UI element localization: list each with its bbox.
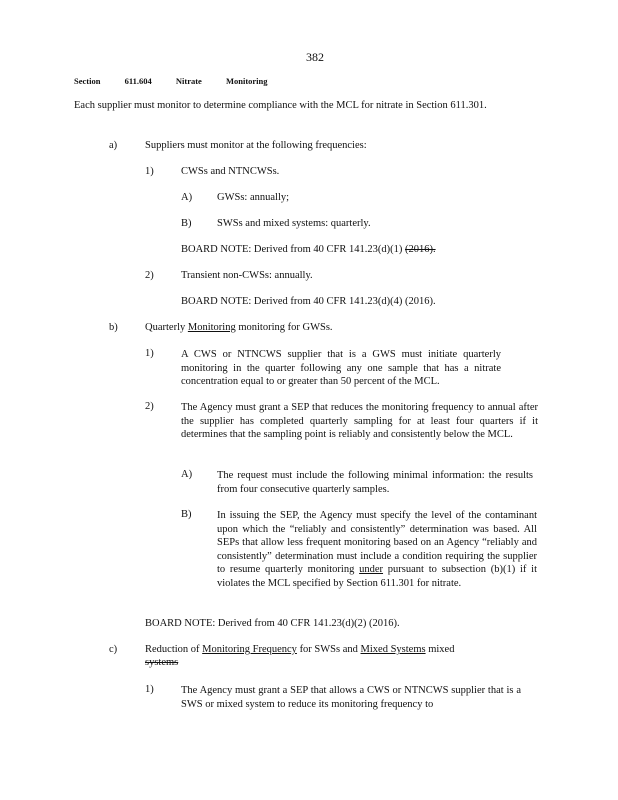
b1-text: A CWS or NTNCWS supplier that is a GWS must initiate quarterly monitoring in the quarter following any one sample that has a nitrate concentration equal to or greater than 50 percent of the MCL. (181, 349, 501, 388)
subsection-b-label: b) (109, 322, 118, 333)
b-board-note: BOARD NOTE: Derived from 40 CFR 141.23(d)(2) (2016). (145, 618, 400, 629)
b2A-label: A) (181, 469, 193, 480)
subsection-c-label: c) (109, 644, 118, 655)
a2-text: Transient non-CWSs: annually. (181, 270, 313, 281)
b2B-text (217, 509, 537, 591)
subsection-a-label: a) (109, 140, 118, 151)
heading-number: 611.604 (124, 76, 152, 86)
section-heading (74, 76, 268, 86)
subsection-b-heading (145, 322, 333, 333)
a1B-text: SWSs and mixed systems: quarterly. (217, 218, 371, 229)
a2-label: 2) (145, 270, 154, 281)
c1-label: 1) (145, 684, 154, 695)
c-heading-underlined-2: Mixed Systems (360, 644, 426, 655)
page-number: 382 (306, 50, 324, 64)
b-heading-pre: Quarterly (145, 322, 186, 333)
b2B-label: B) (181, 509, 192, 520)
c-heading-pre: Reduction of (145, 644, 200, 655)
b2B-text-part-1: In issuing the SEP, the Agency must specify the level of the contaminant upon which the “reliably and consistently” determination was based. All SEPs that allow less frequent monitoring based on an Agency “reliably and consistently” determination must include a condition requiring the supplier to resume quarterly monitoring (217, 510, 537, 576)
intro-paragraph: Each supplier must monitor to determine compliance with the MCL for nitrate in Section 611.301. (74, 100, 487, 111)
c-heading-post: mixed (428, 644, 455, 655)
c-heading-struck: systems (145, 657, 179, 668)
heading-word-2: Monitoring (225, 76, 268, 86)
a1-board-note-struck: (2016). (404, 244, 436, 255)
b2B-text-part-2: pursuant to subsection (b)(1) if it violates the MCL specified by Section 611.301 for nitrate. (217, 564, 537, 589)
a1-board-note (181, 244, 436, 255)
subsection-a-text: Suppliers must monitor at the following frequencies: (145, 140, 367, 151)
a1B-label: B) (181, 218, 192, 229)
b2B-text-underlined: under (359, 564, 384, 576)
c-heading-mid: for SWSs and (299, 644, 358, 655)
heading-word-1: Nitrate (175, 76, 202, 86)
a1A-label: A) (181, 192, 193, 203)
a1-text: CWSs and NTNCWSs. (181, 166, 280, 177)
heading-section: Section (74, 76, 101, 86)
a1-board-note-text: BOARD NOTE: Derived from 40 CFR 141.23(d)(1) (181, 244, 403, 255)
b-heading-post: monitoring for GWSs. (238, 322, 333, 333)
c-heading-underlined-1: Monitoring Frequency (202, 644, 297, 655)
a1-label: 1) (145, 166, 154, 177)
a2-board-note: BOARD NOTE: Derived from 40 CFR 141.23(d)(4) (2016). (181, 296, 436, 307)
b1-label: 1) (145, 348, 154, 359)
b2A-text: The request must include the following minimal information: the results from four consecutive quarterly samples. (217, 470, 533, 495)
b2-text: The Agency must grant a SEP that reduces the monitoring frequency to annual after the supplier has completed quarterly sampling for at least four quarters if it determines that the sampling point is reliably and consistently below the MCL. (181, 402, 538, 441)
c1-text: The Agency must grant a SEP that allows a CWS or NTNCWS supplier that is a SWS or mixed system to reduce its monitoring frequency to (181, 685, 521, 710)
b2-label: 2) (145, 401, 154, 412)
b-heading-underlined: Monitoring (187, 322, 236, 333)
a1A-text: GWSs: annually; (217, 192, 290, 203)
subsection-c-heading (145, 644, 454, 655)
c-heading-struck-line (145, 657, 178, 668)
